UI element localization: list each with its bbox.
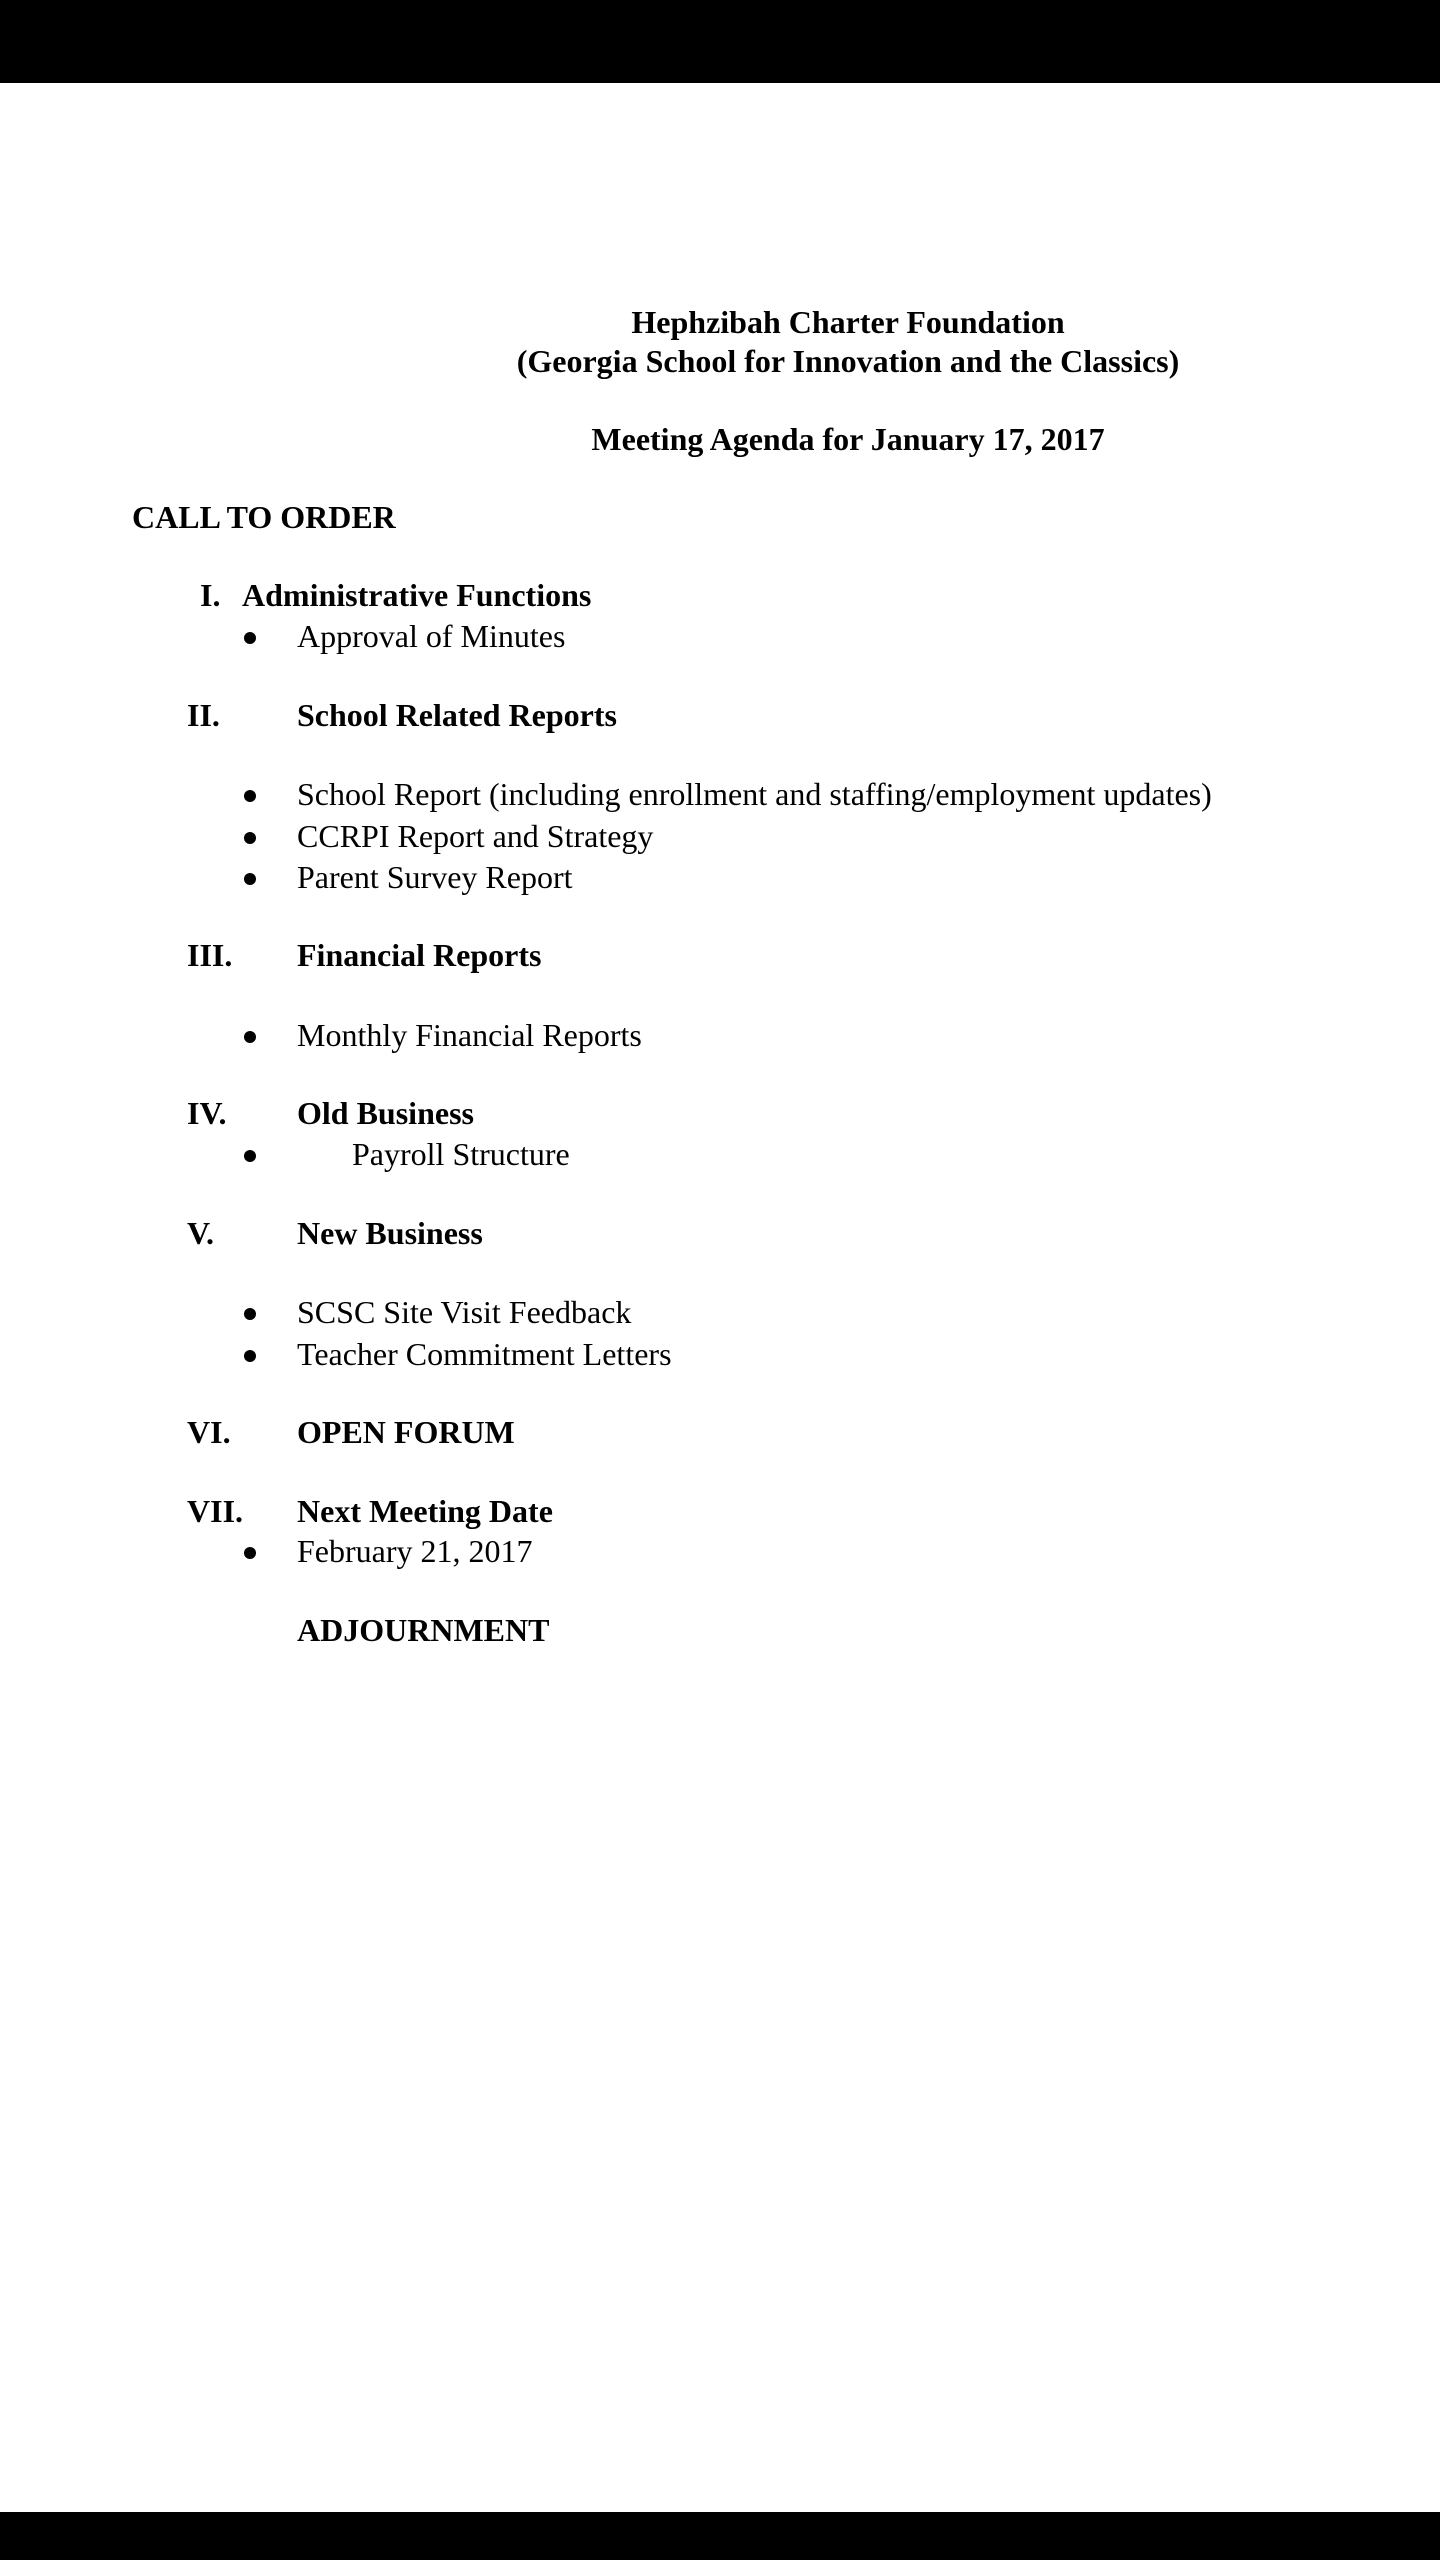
agenda-item: Monthly Financial Reports	[297, 1017, 642, 1053]
agenda-item: February 21, 2017	[297, 1533, 533, 1569]
bullet-icon	[244, 1150, 256, 1162]
section-title-school-related-reports: School Related Reports	[297, 697, 617, 733]
bullet-icon	[244, 632, 256, 644]
section-numeral: III.	[187, 937, 233, 973]
document-page	[0, 83, 1440, 2512]
agenda-item: Payroll Structure	[352, 1136, 570, 1172]
bullet-icon	[244, 790, 256, 802]
section-numeral: I.	[200, 577, 221, 613]
bullet-icon	[244, 832, 256, 844]
section-title-open-forum: OPEN FORUM	[297, 1414, 515, 1450]
section-title-next-meeting-date: Next Meeting Date	[297, 1493, 553, 1529]
bullet-icon	[244, 1031, 256, 1043]
section-numeral: V.	[187, 1215, 214, 1251]
section-numeral: II.	[187, 697, 220, 733]
bottom-black-bar	[0, 2512, 1440, 2560]
org-subtitle: (Georgia School for Innovation and the Classics)	[516, 343, 1180, 379]
agenda-item: Teacher Commitment Letters	[297, 1336, 672, 1372]
adjournment-heading: ADJOURNMENT	[297, 1612, 550, 1648]
agenda-item: SCSC Site Visit Feedback	[297, 1294, 632, 1330]
call-to-order-heading: CALL TO ORDER	[132, 499, 396, 535]
section-title-new-business: New Business	[297, 1215, 483, 1251]
section-title-financial-reports: Financial Reports	[297, 937, 542, 973]
org-name: Hephzibah Charter Foundation	[631, 304, 1065, 340]
section-numeral: VI.	[187, 1414, 231, 1450]
bullet-icon	[244, 1350, 256, 1362]
top-black-bar	[0, 0, 1440, 83]
agenda-item: Parent Survey Report	[297, 859, 573, 895]
agenda-item: CCRPI Report and Strategy	[297, 818, 654, 854]
section-title-administrative-functions: Administrative Functions	[242, 577, 592, 613]
bullet-icon	[244, 1547, 256, 1559]
section-numeral: IV.	[187, 1095, 227, 1131]
section-title-old-business: Old Business	[297, 1095, 474, 1131]
bullet-icon	[244, 1308, 256, 1320]
agenda-item: School Report (including enrollment and staffing/employment updates)	[297, 776, 1212, 812]
bullet-icon	[244, 873, 256, 885]
agenda-title: Meeting Agenda for January 17, 2017	[591, 421, 1105, 457]
agenda-item: Approval of Minutes	[297, 618, 566, 654]
section-numeral: VII.	[187, 1493, 244, 1529]
